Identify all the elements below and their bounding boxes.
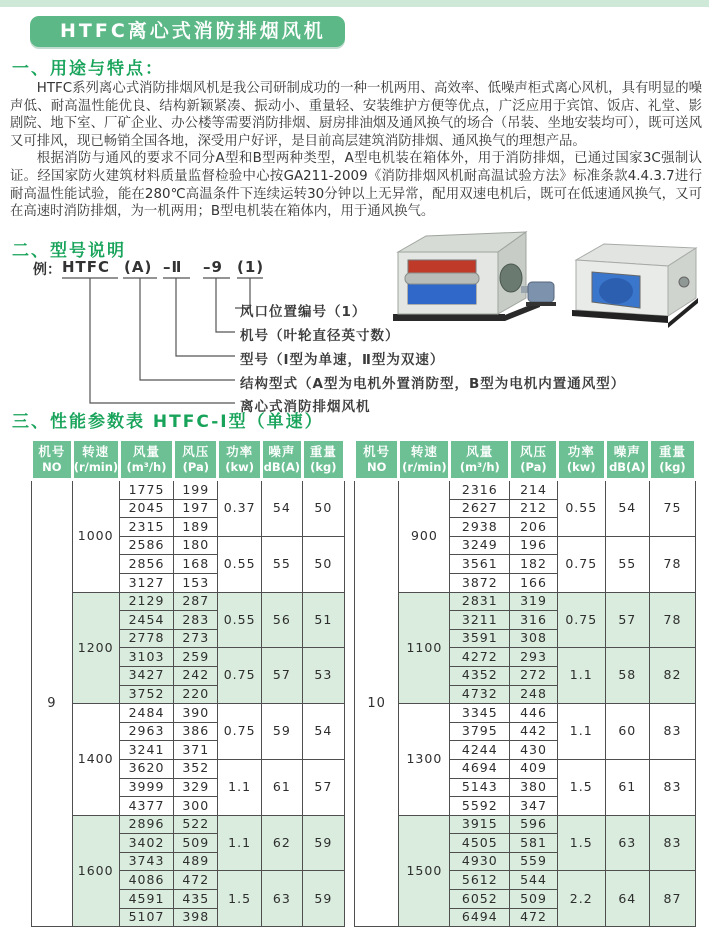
pressure-cell: 214 xyxy=(510,480,558,500)
pressure-cell: 273 xyxy=(174,629,218,648)
model-token-type: –Ⅱ xyxy=(163,258,183,276)
model-token-outlet: (1) xyxy=(237,258,265,276)
airflow-cell: 4505 xyxy=(450,834,510,853)
pressure-cell: 472 xyxy=(174,871,218,890)
pressure-cell: 189 xyxy=(174,518,218,537)
performance-data-table xyxy=(30,438,346,927)
pressure-cell: 472 xyxy=(510,908,558,927)
pressure-cell: 380 xyxy=(510,778,558,797)
pressure-cell: 446 xyxy=(510,704,558,723)
noise-cell: 62 xyxy=(262,815,303,871)
weight-cell: 78 xyxy=(649,536,695,592)
pressure-cell: 166 xyxy=(510,573,558,592)
pressure-cell: 430 xyxy=(510,741,558,760)
weight-cell: 53 xyxy=(302,648,344,704)
noise-cell: 61 xyxy=(262,759,303,815)
product-photo-motor-external xyxy=(390,224,562,336)
power-cell: 0.75 xyxy=(218,704,262,760)
column-header: 风量 (m³/h) xyxy=(119,440,174,480)
label-type: 型号（Ⅰ型为单速，Ⅱ型为双速） xyxy=(240,352,445,368)
weight-cell: 83 xyxy=(649,815,695,871)
noise-cell: 58 xyxy=(605,648,649,704)
airflow-cell: 3427 xyxy=(119,666,174,685)
airflow-cell: 2484 xyxy=(119,704,174,723)
airflow-cell: 4732 xyxy=(450,685,510,704)
weight-cell: 59 xyxy=(302,871,344,927)
pressure-cell: 509 xyxy=(174,834,218,853)
page-title: HTFC离心式消防排烟风机 xyxy=(30,16,345,47)
performance-table-no10 xyxy=(353,438,697,927)
airflow-cell: 5143 xyxy=(450,778,510,797)
power-cell: 0.37 xyxy=(218,480,262,537)
airflow-cell: 2831 xyxy=(450,592,510,611)
column-header: 风量 (m³/h) xyxy=(450,440,510,480)
power-cell: 0.55 xyxy=(218,536,262,592)
power-cell: 1.1 xyxy=(557,704,605,760)
pressure-cell: 409 xyxy=(510,759,558,778)
section-heading-performance: 三、性能参数表 HTFC-Ⅰ型（单速） xyxy=(12,412,324,432)
airflow-cell: 2963 xyxy=(119,722,174,741)
power-cell: 0.55 xyxy=(557,480,605,537)
pressure-cell: 293 xyxy=(510,648,558,667)
pressure-cell: 212 xyxy=(510,499,558,518)
pressure-cell: 319 xyxy=(510,592,558,611)
airflow-cell: 2778 xyxy=(119,629,174,648)
airflow-cell: 5592 xyxy=(450,797,510,816)
weight-cell: 51 xyxy=(302,592,344,648)
weight-cell: 82 xyxy=(649,648,695,704)
performance-tables xyxy=(30,438,697,927)
section-heading-model: 二、型号说明 xyxy=(12,241,126,261)
column-header: 功率 (kw) xyxy=(557,440,605,480)
airflow-cell: 2856 xyxy=(119,555,174,574)
airflow-cell: 5107 xyxy=(119,908,174,927)
noise-cell: 63 xyxy=(262,871,303,927)
product-photo-motor-internal xyxy=(570,236,704,332)
airflow-cell: 3561 xyxy=(450,555,510,574)
airflow-cell: 1775 xyxy=(119,480,174,500)
airflow-cell: 2129 xyxy=(119,592,174,611)
pressure-cell: 300 xyxy=(174,797,218,816)
airflow-cell: 4086 xyxy=(119,871,174,890)
airflow-cell: 3591 xyxy=(450,629,510,648)
top-green-strip xyxy=(0,0,709,7)
airflow-cell: 6052 xyxy=(450,890,510,909)
column-header: 重量 (kg) xyxy=(649,440,695,480)
pressure-cell: 386 xyxy=(174,722,218,741)
airflow-cell: 3402 xyxy=(119,834,174,853)
airflow-cell: 3999 xyxy=(119,778,174,797)
airflow-cell: 2896 xyxy=(119,815,174,834)
pressure-cell: 581 xyxy=(510,834,558,853)
column-header: 机号 NO xyxy=(355,440,399,480)
column-header: 功率 (kw) xyxy=(218,440,262,480)
noise-cell: 60 xyxy=(605,704,649,760)
pressure-cell: 283 xyxy=(174,611,218,630)
table-row xyxy=(355,592,696,611)
usage-paragraphs xyxy=(10,80,702,221)
weight-cell: 59 xyxy=(302,815,344,871)
power-cell: 0.55 xyxy=(218,592,262,648)
fan-no-cell: 9 xyxy=(32,480,73,927)
speed-cell: 1100 xyxy=(399,592,450,704)
column-header: 转速 (r/min) xyxy=(72,440,119,480)
airflow-cell: 4591 xyxy=(119,890,174,909)
weight-cell: 50 xyxy=(302,536,344,592)
power-cell: 1.1 xyxy=(218,815,262,871)
airflow-cell: 4272 xyxy=(450,648,510,667)
usage-paragraph-2: 根据消防与通风的要求不同分A型和B型两种类型，A型电机装在箱体外，用于消防排烟，已通过国家3C强制认证。经国家防火建筑材料质量监督检验中心按GA211-2009《消防排烟风机耐高温试验方法》标准条款4.4.3.7进行耐高温性能试验，能在280℃高温条件下连续运转30分钟以上无异常，配用双速电机后，既可在低速通风换气，又可在高速时消防排烟，为一机两用；B型电机装在箱体内，用于通风换气。 xyxy=(10,151,702,220)
airflow-cell: 4694 xyxy=(450,759,510,778)
speed-cell: 1400 xyxy=(72,704,119,816)
airflow-cell: 4930 xyxy=(450,852,510,871)
noise-cell: 59 xyxy=(262,704,303,760)
airflow-cell: 3795 xyxy=(450,722,510,741)
performance-data-table xyxy=(353,438,697,927)
model-token-structure: (A) xyxy=(124,258,153,276)
pressure-cell: 352 xyxy=(174,759,218,778)
power-cell: 1.5 xyxy=(557,759,605,815)
speed-cell: 1500 xyxy=(399,815,450,927)
speed-cell: 1600 xyxy=(72,815,119,927)
pressure-cell: 544 xyxy=(510,871,558,890)
pressure-cell: 522 xyxy=(174,815,218,834)
model-token-series: HTFC xyxy=(62,258,111,276)
pressure-cell: 489 xyxy=(174,852,218,871)
airflow-cell: 3103 xyxy=(119,648,174,667)
table-row xyxy=(355,704,696,723)
example-label: 例： xyxy=(33,262,61,278)
column-header: 机号 NO xyxy=(32,440,73,480)
airflow-cell: 4244 xyxy=(450,741,510,760)
noise-cell: 57 xyxy=(262,648,303,704)
pressure-cell: 272 xyxy=(510,666,558,685)
pressure-cell: 199 xyxy=(174,480,218,500)
noise-cell: 57 xyxy=(605,592,649,648)
speed-cell: 1200 xyxy=(72,592,119,704)
pressure-cell: 220 xyxy=(174,685,218,704)
airflow-cell: 2586 xyxy=(119,536,174,555)
airflow-cell: 2315 xyxy=(119,518,174,537)
noise-cell: 54 xyxy=(605,480,649,537)
fan-no-cell: 10 xyxy=(355,480,399,927)
pressure-cell: 371 xyxy=(174,741,218,760)
pressure-cell: 390 xyxy=(174,704,218,723)
column-header: 重量 (kg) xyxy=(302,440,344,480)
airflow-cell: 3211 xyxy=(450,611,510,630)
pressure-cell: 596 xyxy=(510,815,558,834)
airflow-cell: 3743 xyxy=(119,852,174,871)
airflow-cell: 2627 xyxy=(450,499,510,518)
noise-cell: 63 xyxy=(605,815,649,871)
weight-cell: 54 xyxy=(302,704,344,760)
airflow-cell: 3249 xyxy=(450,536,510,555)
pressure-cell: 347 xyxy=(510,797,558,816)
table-row xyxy=(32,815,345,834)
airflow-cell: 3752 xyxy=(119,685,174,704)
pressure-cell: 287 xyxy=(174,592,218,611)
column-header: 噪声 dB(A) xyxy=(605,440,649,480)
weight-cell: 50 xyxy=(302,480,344,537)
weight-cell: 78 xyxy=(649,592,695,648)
pressure-cell: 316 xyxy=(510,611,558,630)
label-fan-name: 离心式消防排烟风机 xyxy=(240,399,371,415)
noise-cell: 55 xyxy=(605,536,649,592)
weight-cell: 57 xyxy=(302,759,344,815)
pressure-cell: 206 xyxy=(510,518,558,537)
power-cell: 0.75 xyxy=(557,536,605,592)
power-cell: 0.75 xyxy=(218,648,262,704)
speed-cell: 900 xyxy=(399,480,450,593)
table-row xyxy=(32,592,345,611)
power-cell: 0.75 xyxy=(557,592,605,648)
column-header: 风压 (Pa) xyxy=(174,440,218,480)
airflow-cell: 3915 xyxy=(450,815,510,834)
power-cell: 1.1 xyxy=(218,759,262,815)
column-header: 噪声 dB(A) xyxy=(262,440,303,480)
noise-cell: 56 xyxy=(262,592,303,648)
pressure-cell: 442 xyxy=(510,722,558,741)
pressure-cell: 559 xyxy=(510,852,558,871)
column-header: 风压 (Pa) xyxy=(510,440,558,480)
airflow-cell: 3872 xyxy=(450,573,510,592)
pressure-cell: 196 xyxy=(510,536,558,555)
airflow-cell: 4377 xyxy=(119,797,174,816)
pressure-cell: 168 xyxy=(174,555,218,574)
weight-cell: 87 xyxy=(649,871,695,927)
speed-cell: 1000 xyxy=(72,480,119,593)
power-cell: 2.2 xyxy=(557,871,605,927)
airflow-cell: 2938 xyxy=(450,518,510,537)
pressure-cell: 259 xyxy=(174,648,218,667)
pressure-cell: 197 xyxy=(174,499,218,518)
pressure-cell: 182 xyxy=(510,555,558,574)
speed-cell: 1300 xyxy=(399,704,450,816)
pressure-cell: 398 xyxy=(174,908,218,927)
usage-paragraph-1: HTFC系列离心式消防排烟风机是我公司研制成功的一种一机两用、高效率、低噪声柜式离心风机，具有明显的噪声低、耐高温性能优良、结构新颖紧凑、振动小、重量轻、安装维护方便等优点，广泛应用于宾馆、饭店、礼堂、影剧院、地下室、厂矿企业、办公楼等需要消防排烟、厨房排油烟及通风换气的场合（吊装、坐地安装均可），既可送风又可排风，现已畅销全国各地，深受用户好评，是目前高层建筑消防排烟、通风换气的理想产品。 xyxy=(10,81,702,149)
weight-cell: 83 xyxy=(649,704,695,760)
airflow-cell: 5612 xyxy=(450,871,510,890)
table-row xyxy=(355,815,696,834)
noise-cell: 64 xyxy=(605,871,649,927)
performance-table-no9 xyxy=(30,438,346,927)
power-cell: 1.1 xyxy=(557,648,605,704)
pressure-cell: 180 xyxy=(174,536,218,555)
weight-cell: 75 xyxy=(649,480,695,537)
pressure-cell: 329 xyxy=(174,778,218,797)
airflow-cell: 3127 xyxy=(119,573,174,592)
airflow-cell: 6494 xyxy=(450,908,510,927)
power-cell: 1.5 xyxy=(218,871,262,927)
airflow-cell: 2316 xyxy=(450,480,510,500)
noise-cell: 61 xyxy=(605,759,649,815)
pressure-cell: 308 xyxy=(510,629,558,648)
weight-cell: 83 xyxy=(649,759,695,815)
pressure-cell: 509 xyxy=(510,890,558,909)
column-header: 转速 (r/min) xyxy=(399,440,450,480)
label-structure: 结构型式（A型为电机外置消防型，B型为电机内置通风型） xyxy=(240,376,626,392)
pressure-cell: 153 xyxy=(174,573,218,592)
pressure-cell: 435 xyxy=(174,890,218,909)
pressure-cell: 242 xyxy=(174,666,218,685)
table-row xyxy=(32,480,345,500)
noise-cell: 55 xyxy=(262,536,303,592)
power-cell: 1.5 xyxy=(557,815,605,871)
section-heading-usage: 一、用途与特点： xyxy=(12,59,164,79)
label-fan-number: 机号（叶轮直径英寸数） xyxy=(240,328,400,344)
model-token-size: –9 xyxy=(203,258,223,276)
airflow-cell: 4352 xyxy=(450,666,510,685)
airflow-cell: 3620 xyxy=(119,759,174,778)
noise-cell: 54 xyxy=(262,480,303,537)
label-outlet-position: 风口位置编号（1） xyxy=(240,304,367,320)
airflow-cell: 2045 xyxy=(119,499,174,518)
table-row xyxy=(355,480,696,500)
pressure-cell: 248 xyxy=(510,685,558,704)
airflow-cell: 2454 xyxy=(119,611,174,630)
airflow-cell: 3241 xyxy=(119,741,174,760)
table-row xyxy=(32,704,345,723)
airflow-cell: 3345 xyxy=(450,704,510,723)
